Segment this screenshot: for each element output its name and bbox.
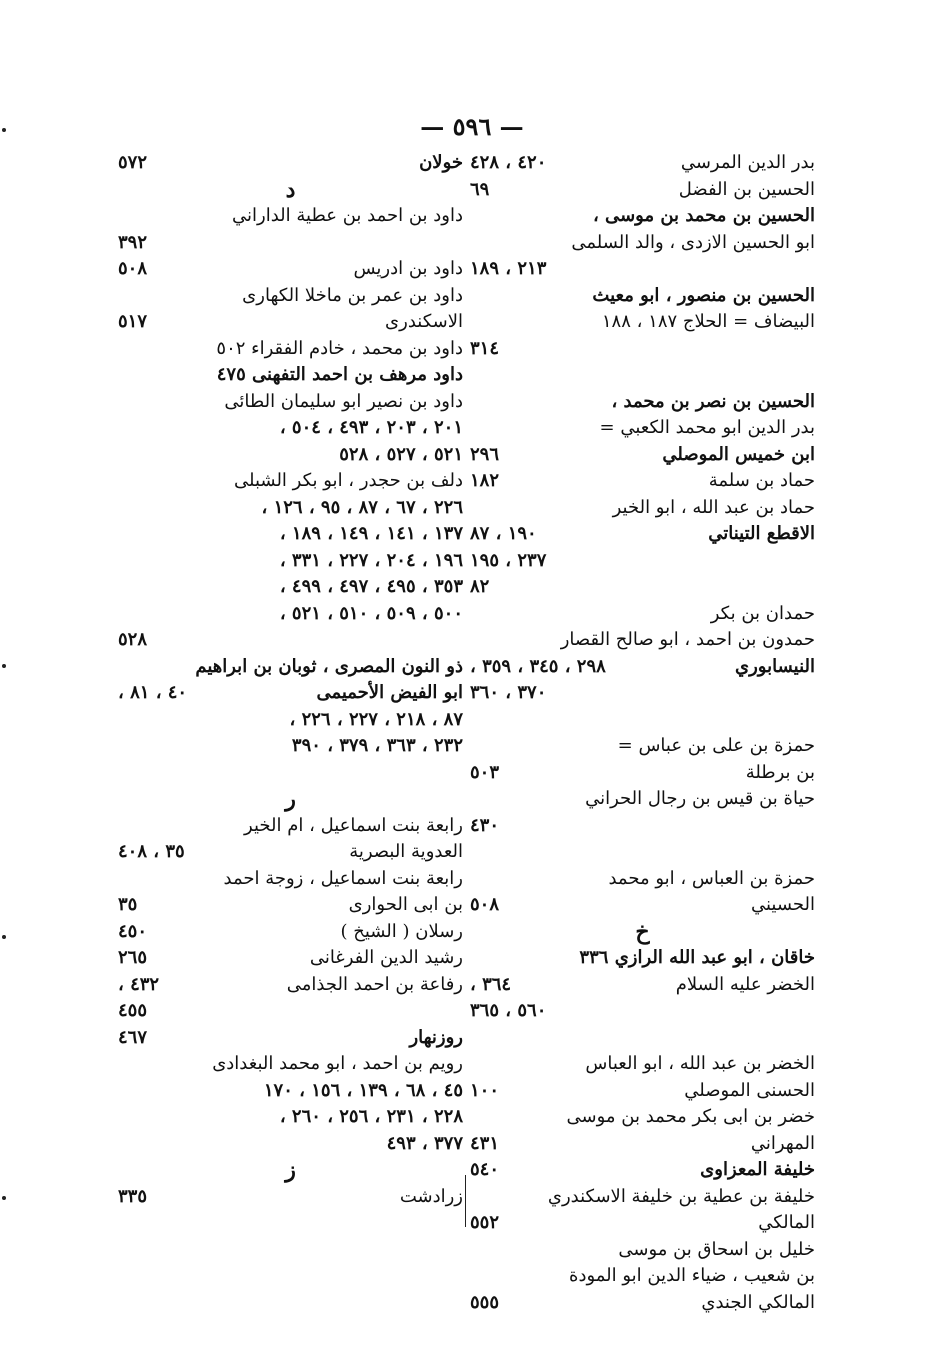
entry-text: العدوية البصرية xyxy=(349,841,463,862)
index-entry xyxy=(118,839,463,866)
index-entry xyxy=(470,362,815,389)
entry-page-numbers: ٤٠ ، ٨١ ، xyxy=(118,682,188,703)
index-entry xyxy=(118,601,463,628)
index-entry xyxy=(118,866,463,893)
index-entry xyxy=(470,627,815,654)
entry-page-numbers: ٤٣٢ ، xyxy=(118,973,160,995)
scan-speck xyxy=(2,664,6,668)
column-divider xyxy=(465,1175,466,1227)
index-entry xyxy=(470,839,815,866)
entry-text: ابو الفيض الأحميمى xyxy=(316,682,463,703)
entry-text: داود مرهف بن احمد التفهنى ٤٧٥ xyxy=(216,364,463,385)
index-entry xyxy=(470,177,815,204)
index-entry xyxy=(470,283,815,310)
entry-text: ابن خميس الموصلي xyxy=(662,443,815,465)
index-entry xyxy=(470,468,815,495)
entry-page-numbers: ٥٢٨ xyxy=(118,629,148,650)
entry-text: ابو الحسين الازدى ، والد السلمى xyxy=(571,231,815,253)
entry-text: المالكي xyxy=(758,1212,815,1233)
entry-page-numbers: ٢١٣ ، ١٨٩ xyxy=(470,258,547,279)
entry-page-numbers: ٢٦٥ xyxy=(118,947,148,968)
index-entry xyxy=(470,1025,815,1052)
page-number: — ٥٩٦ — xyxy=(420,112,524,141)
index-entry xyxy=(118,442,463,469)
entry-text: الحسين بن محمد بن موسى ، xyxy=(592,205,815,226)
index-entry xyxy=(470,415,815,442)
index-entry xyxy=(118,336,463,363)
entry-page-numbers: ٥٧٢ xyxy=(118,152,148,173)
index-entry xyxy=(118,389,463,416)
entry-text: ٥٢١ ، ٥٢٧ ، ٥٢٨ xyxy=(339,443,463,465)
index-entry xyxy=(118,707,463,734)
index-entry xyxy=(470,733,815,760)
entry-text: ٥٠٠ ، ٥٠٩ ، ٥١٠ ، ٥٢١ ، xyxy=(279,602,463,624)
index-entry xyxy=(118,654,463,681)
index-entry xyxy=(118,733,463,760)
index-entry xyxy=(118,150,463,177)
index-entry xyxy=(470,866,815,893)
entry-text: البيضاف = الحلاج ١٨٧ ، ١٨٨ xyxy=(601,311,815,332)
entry-page-numbers: ٨٢ xyxy=(470,576,490,597)
entry-page-numbers: ١٨٢ xyxy=(470,470,500,491)
entry-page-numbers: ٣٧٠ ، ٣٦٠ xyxy=(470,682,547,703)
index-entry xyxy=(118,468,463,495)
index-entry xyxy=(470,1237,815,1264)
entry-page-numbers: ٦٩ xyxy=(470,178,490,200)
entry-page-numbers: ٥٤٠ xyxy=(470,1159,500,1180)
index-entry xyxy=(118,495,463,522)
entry-text: حياة بن قيس بن رجال الحراني xyxy=(585,788,815,809)
entry-text: خليفة المعزاوى xyxy=(700,1159,815,1180)
entry-text: الخضر عليه السلام xyxy=(675,973,815,995)
index-entry xyxy=(118,1025,463,1052)
entry-text: حمزة بن العباس ، ابو محمد xyxy=(608,867,815,889)
index-entry xyxy=(470,256,815,283)
index-entry xyxy=(118,362,463,389)
entry-text: بن برطلة xyxy=(745,761,815,783)
entry-page-numbers: ٤٣٠ xyxy=(470,814,500,836)
entry-text: الحسيني xyxy=(750,894,815,915)
index-entry xyxy=(118,680,463,707)
entry-text: حمدان بن بكر xyxy=(710,602,815,624)
entry-page-numbers: ٥٠٣ xyxy=(470,761,500,783)
index-entry xyxy=(470,1157,815,1184)
entry-text: رسلان ( الشيخ ) xyxy=(340,920,463,942)
entry-text: رابعة بنت اسماعيل ، زوجة احمد xyxy=(223,867,463,889)
entry-text: خولان xyxy=(419,152,463,173)
entry-text: الحسين بن منصور ، ابو معيث xyxy=(592,284,815,306)
index-entry xyxy=(118,548,463,575)
index-entry xyxy=(118,256,463,283)
entry-text: ٢٠١ ، ٢٠٣ ، ٤٩٣ ، ٥٠٤ ، xyxy=(279,417,463,438)
entry-page-numbers: ٣٥ xyxy=(118,894,138,915)
index-entry xyxy=(470,1131,815,1158)
entry-text: خضر بن ابى بكر محمد بن موسى xyxy=(566,1106,815,1127)
entry-text: داود بن احمد بن عطية الداراني xyxy=(232,205,463,226)
index-entry xyxy=(118,945,463,972)
entry-text: رشيد الدين الفرغانى xyxy=(309,947,463,968)
index-entry xyxy=(470,601,815,628)
entry-text: زرادشت xyxy=(399,1185,463,1207)
index-entry xyxy=(470,1184,815,1211)
entry-text: بدر الدين ابو محمد الكعبي = xyxy=(599,417,815,438)
index-entry xyxy=(470,786,815,813)
index-entry xyxy=(118,574,463,601)
index-entry xyxy=(118,1051,463,1078)
index-entry xyxy=(118,521,463,548)
entry-text: بن ابى الحوارى xyxy=(348,894,463,915)
entry-text: الحسنى الموصلي xyxy=(684,1079,815,1101)
index-entry xyxy=(118,415,463,442)
entry-text: ٣٥٣ ، ٤٩٥ ، ٤٩٧ ، ٤٩٩ ، xyxy=(279,576,463,597)
entry-page-numbers: ٣٩٢ xyxy=(118,231,148,253)
index-entry xyxy=(470,1290,815,1317)
index-entry xyxy=(470,707,815,734)
entry-page-numbers: ٥٦٠ ، ٣٦٥ xyxy=(470,1000,547,1021)
index-entry xyxy=(118,998,463,1025)
scan-speck xyxy=(2,935,6,939)
entry-page-numbers: ٥٠٨ xyxy=(118,258,148,279)
entry-page-numbers: ٢٩٨ ، ٣٤٥ ، ٣٥٩ ، xyxy=(470,655,606,677)
index-entry xyxy=(470,760,815,787)
entry-text: خاقان ، ابو عبد الله الرازي ٣٣٦ xyxy=(579,947,815,968)
entry-text: بدر الدين المرسي xyxy=(680,152,815,173)
index-entry xyxy=(470,1051,815,1078)
index-entry xyxy=(118,309,463,336)
entry-page-numbers: ٤٦٧ xyxy=(118,1026,148,1048)
entry-text: داود بن ادريس xyxy=(353,258,463,279)
index-entry xyxy=(470,309,815,336)
index-column-right xyxy=(470,150,815,1316)
index-entry xyxy=(118,1104,463,1131)
entry-text: حمدون بن احمد ، ابو صالح القصار xyxy=(560,629,815,650)
entry-text: ١٩٦ ، ٢٠٤ ، ٢٢٧ ، ٣٣١ ، xyxy=(279,549,463,571)
entry-text: داود بن محمد ، خادم الفقراء ٥٠٢ xyxy=(216,337,463,359)
entry-text: حماد بن سلمة xyxy=(708,470,815,491)
index-entry xyxy=(118,1184,463,1211)
index-entry xyxy=(118,230,463,257)
entry-page-numbers: ٣٥ ، ٤٠٨ xyxy=(118,841,185,862)
index-entry xyxy=(470,945,815,972)
index-entry xyxy=(470,892,815,919)
index-entry xyxy=(118,283,463,310)
entry-text: رابعة بنت اسماعيل ، ام الخير xyxy=(244,814,463,836)
entry-page-numbers: ٤٥٥ xyxy=(118,1000,148,1021)
index-entry xyxy=(470,574,815,601)
entry-text: رفاعة بن احمد الجذامى xyxy=(286,973,463,995)
section-letter: خ xyxy=(635,918,650,945)
entry-page-numbers: ٢٣٧ ، ١٩٥ xyxy=(470,549,547,571)
entry-text: رويم بن احمد ، ابو محمد البغدادى xyxy=(212,1053,463,1074)
entry-page-numbers: ٥٥٢ xyxy=(470,1212,500,1233)
entry-page-numbers: ١٠٠ xyxy=(470,1079,500,1101)
index-entry xyxy=(118,1131,463,1158)
entry-page-numbers: ٤٥٠ xyxy=(118,920,148,942)
entry-text: الحسين بن نصر بن محمد ، xyxy=(611,390,815,412)
entry-text: النيسابوري xyxy=(735,655,815,677)
index-entry xyxy=(470,1263,815,1290)
entry-text: ٢٢٨ ، ٢٣١ ، ٢٥٦ ، ٢٦٠ ، xyxy=(279,1106,463,1127)
entry-text: المالكي الجندي xyxy=(701,1291,815,1313)
entry-text: المهراني xyxy=(750,1132,815,1154)
entry-page-numbers: ٥٥٥ xyxy=(470,1291,500,1313)
entry-text: ٢٣٢ ، ٣٦٣ ، ٣٧٩ ، ٣٩٠ xyxy=(291,735,463,756)
entry-text: ٣٧٧ ، ٤٩٣ xyxy=(386,1132,463,1154)
scan-speck xyxy=(2,128,6,132)
index-entry xyxy=(470,336,815,363)
section-letter: ز xyxy=(285,1157,296,1183)
scan-speck xyxy=(2,1196,6,1200)
entry-text: ١٣٧ ، ١٤١ ، ١٤٩ ، ١٨٩ ، xyxy=(279,523,463,544)
index-entry xyxy=(470,1078,815,1105)
entry-text: ٢٢٦ ، ٦٧ ، ٨٧ ، ٩٥ ، ١٢٦ ، xyxy=(261,496,463,518)
entry-text: حماد بن عبد الله ، ابو الخير xyxy=(612,496,815,518)
entry-text: خليل بن اسحاق بن موسى xyxy=(618,1238,815,1260)
entry-text: داود بن عمر بن ماخلا الكهارى xyxy=(242,284,463,306)
entry-text: روزنهار xyxy=(409,1026,463,1048)
index-entry xyxy=(470,1210,815,1237)
entry-text: خليفة بن عطية بن خليفة الاسكندري xyxy=(547,1185,815,1207)
index-entry xyxy=(470,548,815,575)
entry-page-numbers: ٥٠٨ xyxy=(470,894,500,915)
entry-text: ٨٧ ، ٢١٨ ، ٢٢٧ ، ٢٢٦ ، xyxy=(289,708,463,730)
index-entry xyxy=(470,654,815,681)
index-entry xyxy=(470,972,815,999)
section-letter: د xyxy=(285,176,296,203)
section-letter: ر xyxy=(285,786,296,812)
index-entry xyxy=(470,1104,815,1131)
entry-text: دلف بن حجدر ، ابو بكر الشبلى xyxy=(234,470,463,491)
entry-page-numbers: ٣٦٤ ، xyxy=(470,973,512,995)
entry-text: داود بن نصير ابو سليمان الطائى xyxy=(224,390,463,412)
index-entry xyxy=(470,150,815,177)
entry-page-numbers: ٣٣٥ xyxy=(118,1185,148,1207)
index-entry xyxy=(470,680,815,707)
index-entry xyxy=(470,230,815,257)
index-entry xyxy=(470,813,815,840)
index-entry xyxy=(118,972,463,999)
entry-text: بن شعيب ، ضياء الدين ابو المودة xyxy=(569,1265,815,1286)
index-entry xyxy=(470,203,815,230)
entry-page-numbers: ١٩٠ ، ٨٧ xyxy=(470,523,537,544)
entry-page-numbers: ٤٣١ xyxy=(470,1132,500,1154)
index-entry xyxy=(118,1078,463,1105)
index-entry xyxy=(470,495,815,522)
index-entry xyxy=(470,389,815,416)
entry-text: ٤٥ ، ٦٨ ، ١٣٩ ، ١٥٦ ، ١٧٠ xyxy=(263,1079,463,1101)
entry-text: الاسكندرى xyxy=(385,311,463,332)
entry-text: الخضر بن عبد الله ، ابو العباس xyxy=(585,1053,815,1074)
index-entry xyxy=(118,760,463,787)
index-entry xyxy=(470,521,815,548)
entry-text: الحسين بن الفضل xyxy=(678,178,815,200)
index-entry xyxy=(470,998,815,1025)
entry-text: الاقطع التيناتي xyxy=(708,523,815,544)
index-entry xyxy=(118,892,463,919)
entry-page-numbers: ٤٢٠ ، ٤٢٨ xyxy=(470,152,547,173)
entry-text: ذو النون المصرى ، ثوبان بن ابراهيم xyxy=(195,655,463,677)
index-entry xyxy=(118,203,463,230)
index-entry xyxy=(118,627,463,654)
index-entry xyxy=(118,919,463,946)
entry-page-numbers: ٣١٤ xyxy=(470,337,500,359)
entry-page-numbers: ٥١٧ xyxy=(118,311,148,332)
entry-text: حمزة بن على بن عباس = xyxy=(617,735,815,756)
entry-page-numbers: ٢٩٦ xyxy=(470,443,500,465)
index-entry xyxy=(118,813,463,840)
index-entry xyxy=(470,442,815,469)
index-column-left xyxy=(118,150,463,1210)
